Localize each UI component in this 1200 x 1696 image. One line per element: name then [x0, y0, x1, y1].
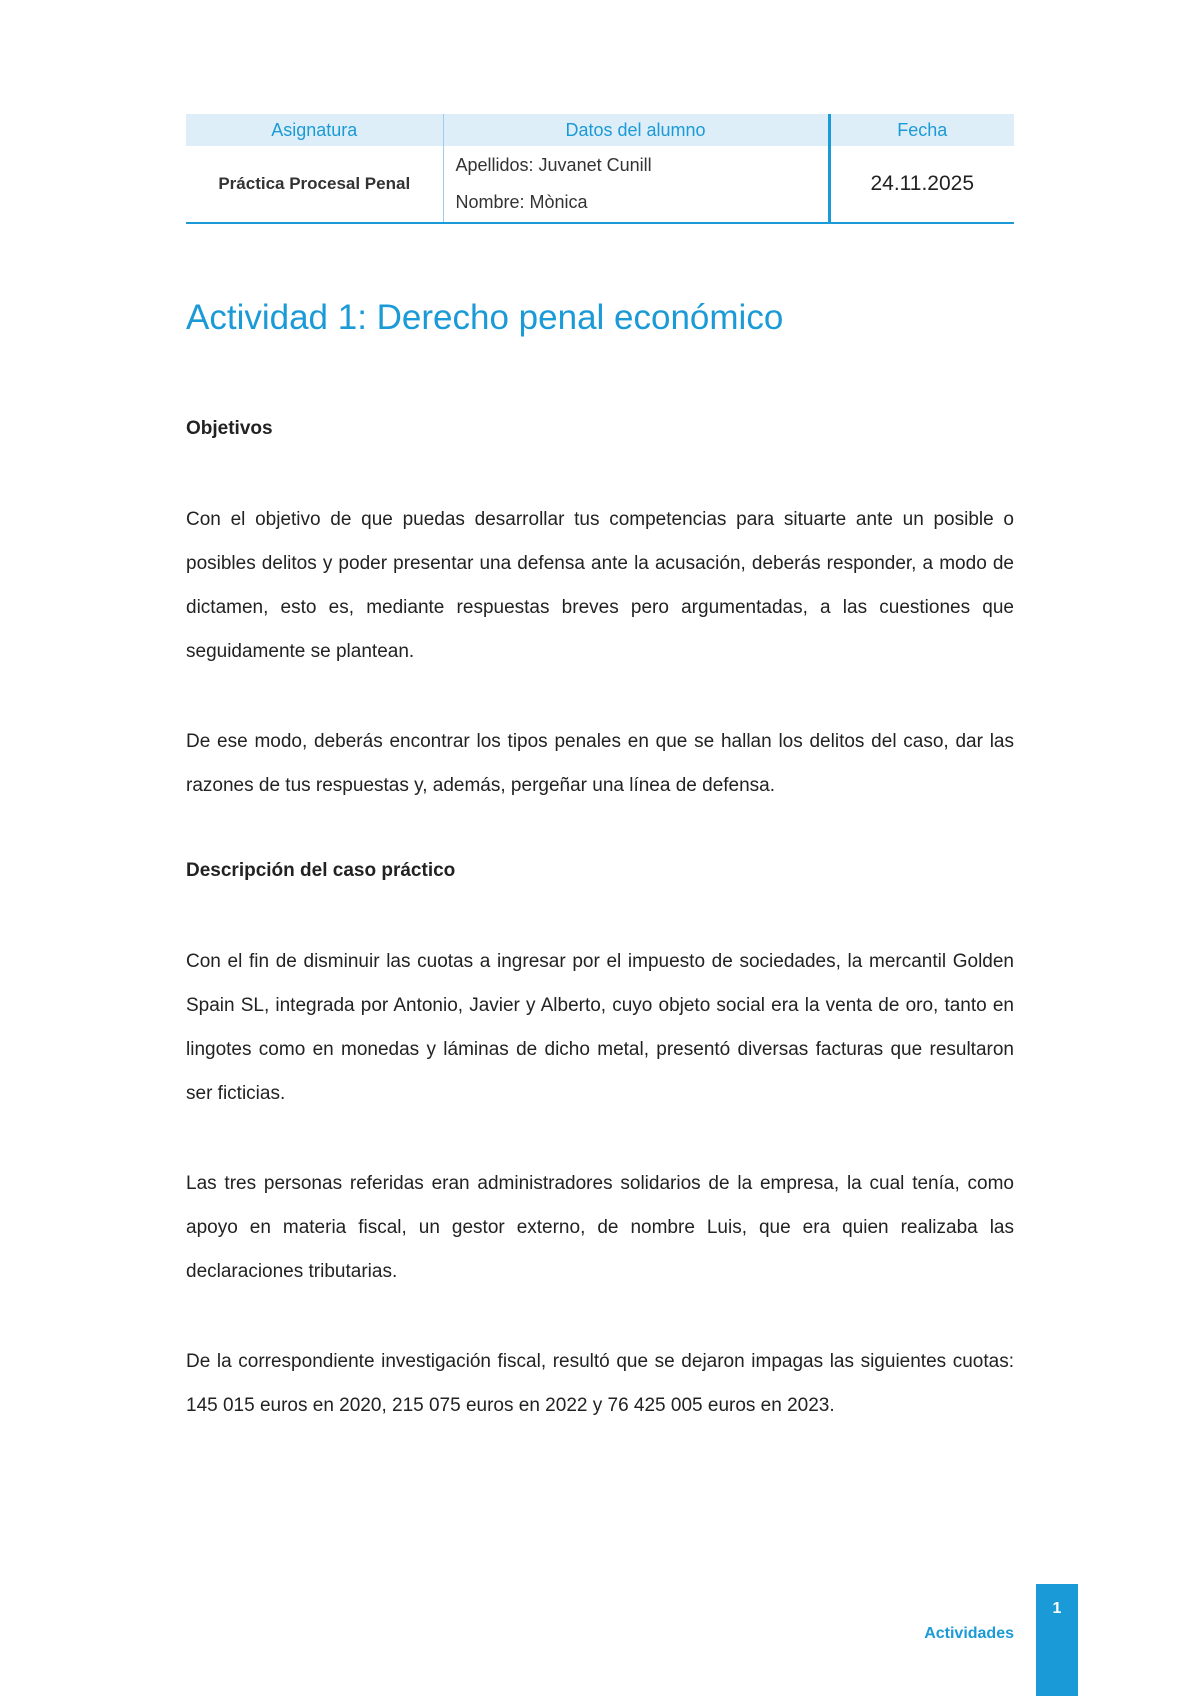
objectives-heading: Objetivos — [186, 418, 273, 439]
footer-label: Actividades — [924, 1625, 1014, 1642]
student-data — [443, 146, 829, 223]
header-table — [186, 114, 1014, 224]
date-value: 24.11.2025 — [829, 146, 1014, 223]
case-heading: Descripción del caso práctico — [186, 860, 456, 881]
objectives-paragraph-1: Con el objetivo de que puedas desarrollar tus competencias para situarte ante un posible o posibles delitos y poder presentar una defensa ante la acusación, deberás responder, a modo de dictamen, esto es, mediante respuestas breves pero argumentadas, a las cuestiones que seguidamente se plantean. — [186, 509, 1014, 662]
col-student-header: Datos del alumno — [443, 114, 829, 146]
col-subject-header: Asignatura — [186, 114, 443, 146]
page-number: 1 — [1052, 1600, 1062, 1617]
page-number-badge — [1036, 1584, 1078, 1696]
subject-name: Práctica Procesal Penal — [186, 146, 443, 223]
page-title: Actividad 1: Derecho penal económico — [186, 298, 784, 337]
case-paragraph-1: Con el fin de disminuir las cuotas a ingresar por el impuesto de sociedades, la mercantil Golden Spain SL, integrada por Antonio, Javier y Alberto, cuyo objeto social era la venta de oro, tanto en lingotes como en monedas y láminas de dicho metal, presentó diversas facturas que resultaron ser ficticias. — [186, 951, 1014, 1104]
student-surname: Apellidos: Juvanet Cunill — [455, 155, 652, 175]
col-date-header: Fecha — [829, 114, 1014, 146]
objectives-paragraph-2: De ese modo, deberás encontrar los tipos penales en que se hallan los delitos del caso, dar las razones de tus respuestas y, además, pergeñar una línea de defensa. — [186, 731, 1014, 796]
case-paragraph-2: Las tres personas referidas eran administradores solidarios de la empresa, la cual tenía, como apoyo en materia fiscal, un gestor externo, de nombre Luis, que era quien realizaba las declaraciones tributarias. — [186, 1173, 1014, 1282]
student-name: Nombre: Mònica — [455, 192, 588, 212]
case-paragraph-3: De la correspondiente investigación fiscal, resultó que se dejaron impagas las siguientes cuotas: 145 015 euros en 2020, 215 075 euros en 2022 y 76 425 005 euros en 2023. — [186, 1351, 1014, 1416]
